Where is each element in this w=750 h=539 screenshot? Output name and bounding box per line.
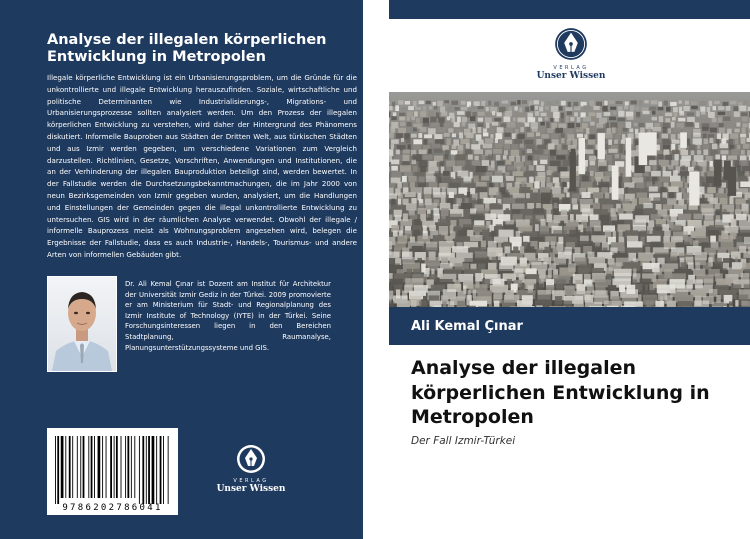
back-cover — [0, 0, 363, 539]
barcode — [47, 428, 178, 515]
author-bio: Dr. Ali Kemal Çınar ist Dozent am Institut für Architektur der Universität Izmir Gediz in der Türkei. 2009 promovierte er am Ministerium für Stadt- und Regionalplanung des Izmir Institute of Technology (IYTE) in der Türkei. Seine Forschungsinteressen liegen in den Bereichen Stadtplanung, Raumanalyse, Planungsunterstützungssysteme und GIS. — [125, 280, 331, 352]
publisher-name: Unser Wissen — [216, 484, 286, 494]
publisher-kicker: VERLAG — [553, 65, 589, 71]
front-cover — [389, 0, 750, 539]
front-author-name: Ali Kemal Çınar — [411, 319, 523, 334]
city-aerial-photo — [389, 92, 750, 307]
front-top-bar — [389, 0, 750, 19]
back-cover-title: Analyse der illegalen körperlichen Entwicklung in Metropolen — [47, 32, 327, 65]
publisher-name: Unser Wissen — [536, 71, 606, 81]
publisher-logo-back — [216, 444, 286, 495]
front-author-bar — [389, 307, 750, 345]
fountain-pen-nib-logo-icon — [236, 444, 266, 474]
back-cover-blurb: Illegale körperliche Entwicklung ist ein Urbanisierungsproblem, um die Gründe für die unkontrollierte und illegale Entwicklung herauszufinden. Soziale, wirtschaftliche und politische Determinanten wie Industrialisierungs-, Migrations- und Urbanisierungsprozesse sollten analysiert werden. Um den Prozess der illegalen körperlichen Entwicklung zu verstehen, wird daher der Hintergrund des Phänomens diskutiert. Informelle Bauproben aus Städten der Dritten Welt, aus türkischen Städten und aus Izmir werden gegeben, um verschiedene Variationen zum Vergleich darzustellen. Richtlinien, Gesetze, Vorschriften, Anwendungen und Institutionen, die an der Verhinderung der illegalen Bauproduktion beteiligt sind, werden bewertet. In der Fallstudie werden die Durchsetzungsbekanntmachungen, die im Jahr 2000 von neun Bezirksgemeinden von Izmir gegeben wurden, analysiert, um die Handlungen und Einstellungen der Gemeinden gegen die illegal unkontrollierte Entwicklung zu untersuchen. GIS wird in der räumlichen Analyse verwendet. Obwohl der illegale / informelle Bauprozess meist als Wohnungsproblem angesehen wird, belegen die Ergebnisse der Fallstudie, dass es auch Industrie-, Handels-, Tourismus- und andere Arten von informellen Gebäuden gibt. — [47, 73, 357, 259]
fountain-pen-nib-logo-icon — [554, 27, 588, 61]
isbn-number: 9786202786041 — [62, 503, 163, 513]
city-aerial-photo-icon — [389, 92, 750, 307]
barcode-icon — [47, 428, 178, 515]
spine — [363, 0, 389, 539]
author-portrait — [47, 276, 117, 372]
publisher-kicker: VERLAG — [233, 478, 269, 484]
publisher-logo-front — [528, 27, 614, 82]
front-cover-subtitle: Der Fall Izmir-Türkei — [411, 435, 516, 447]
front-cover-title: Analyse der illegalen körperlichen Entwicklung in Metropolen — [411, 357, 710, 428]
author-portrait-icon — [48, 277, 116, 371]
